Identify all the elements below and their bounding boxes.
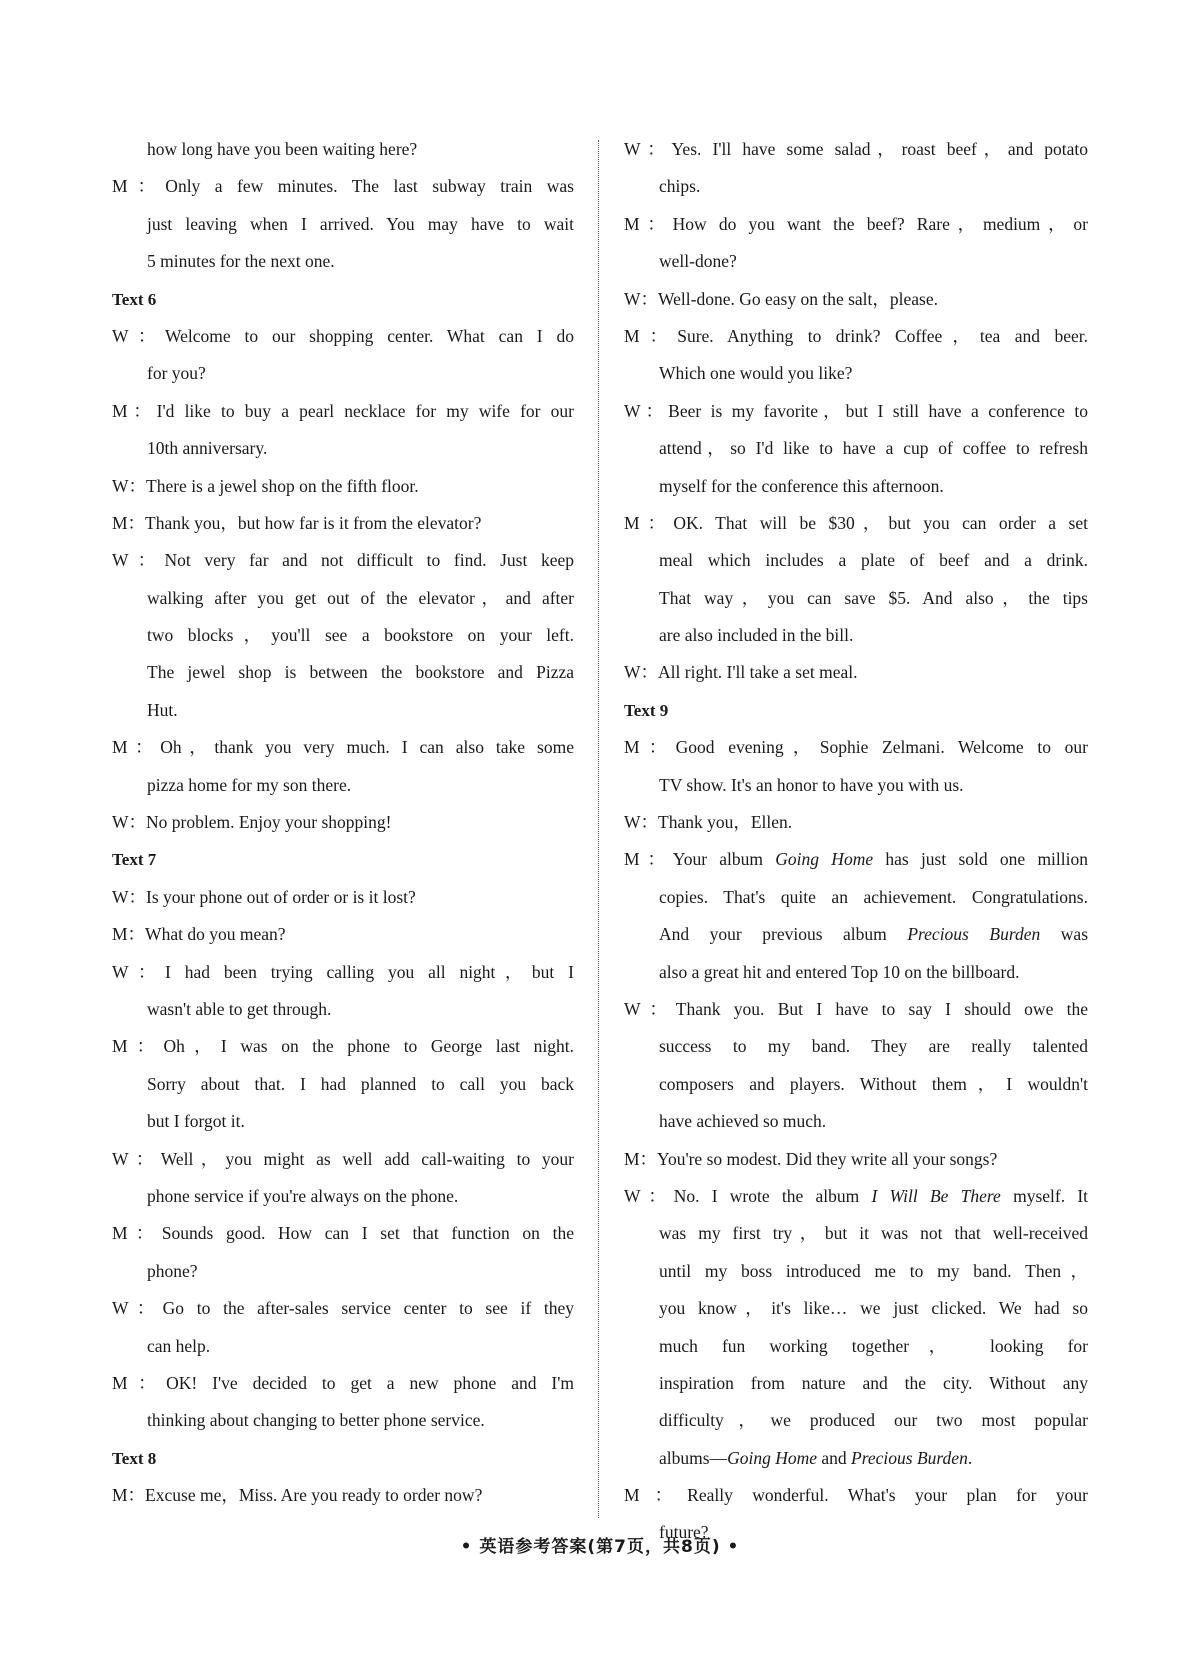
dialogue-line: you know，it's like… we just clicked. We had so bbox=[659, 1298, 1088, 1319]
dialogue-line: have achieved so much. bbox=[659, 1111, 827, 1132]
section-heading: Text 7 bbox=[112, 850, 157, 870]
dialogue-line: chips. bbox=[659, 176, 701, 197]
dialogue-line: W：I had been trying calling you all night，but I bbox=[112, 961, 574, 982]
section-heading: Text 8 bbox=[112, 1448, 157, 1468]
dialogue-line: Hut. bbox=[147, 699, 178, 720]
dialogue-line: M：Only a few minutes. The last subway train was bbox=[112, 176, 574, 197]
dialogue-line: wasn't able to get through. bbox=[147, 998, 332, 1019]
dialogue-line: copies. That's quite an achievement. Congratulations. bbox=[659, 886, 1088, 907]
dialogue-line: Sorry about that. I had planned to call you back bbox=[147, 1073, 574, 1094]
left-text-column bbox=[112, 131, 574, 1514]
section-heading: Text 9 bbox=[624, 700, 669, 720]
dialogue-line: M：Really wonderful. What's your plan for your bbox=[624, 1485, 1088, 1506]
dialogue-line: M：Thank you，but how far is it from the elevator? bbox=[112, 512, 482, 533]
dialogue-line: M：I'd like to buy a pearl necklace for my wife for our bbox=[112, 400, 574, 421]
dialogue-line: M：Excuse me，Miss. Are you ready to order now? bbox=[112, 1485, 483, 1506]
dialogue-line: how long have you been waiting here? bbox=[147, 139, 418, 159]
dialogue-line: That way，you can save $5. And also，the tips bbox=[659, 587, 1088, 608]
dialogue-line: for you? bbox=[147, 363, 206, 384]
dialogue-line: 10th anniversary. bbox=[147, 438, 268, 459]
dialogue-line: M：Good evening，Sophie Zelmani. Welcome to our bbox=[624, 737, 1088, 758]
dialogue-line: TV show. It's an honor to have you with us. bbox=[659, 774, 964, 795]
dialogue-line: W：There is a jewel shop on the fifth floor. bbox=[112, 475, 419, 496]
dialogue-line: Which one would you like? bbox=[659, 363, 853, 384]
dialogue-line: W：Well，you might as well add call-waiting to your bbox=[112, 1148, 574, 1169]
dialogue-line: much fun working together， looking for bbox=[659, 1335, 1088, 1356]
dialogue-line: future? bbox=[659, 1522, 709, 1543]
dialogue-line: M：Oh，I was on the phone to George last night. bbox=[112, 1036, 574, 1057]
dialogue-line: M：What do you mean? bbox=[112, 924, 286, 945]
dialogue-line: W：Thank you，Ellen. bbox=[624, 812, 793, 833]
dialogue-line: walking after you get out of the elevator，and after bbox=[147, 587, 574, 608]
dialogue-line: M：OK! I've decided to get a new phone and I'm bbox=[112, 1372, 574, 1393]
dialogue-line: 5 minutes for the next one. bbox=[147, 251, 335, 272]
dialogue-line: M：Sounds good. How can I set that function on the bbox=[112, 1223, 574, 1244]
dialogue-line: M：Your album Going Home has just sold one million bbox=[624, 849, 1089, 870]
dialogue-line: M：You're so modest. Did they write all your songs? bbox=[624, 1148, 998, 1169]
dialogue-line: W：Beer is my favorite，but I still have a conference to bbox=[624, 400, 1088, 421]
dialogue-line: W：Yes. I'll have some salad，roast beef，and potato bbox=[624, 139, 1088, 159]
column-divider bbox=[598, 140, 599, 1518]
dialogue-line: but I forgot it. bbox=[147, 1111, 245, 1132]
dialogue-line: success to my band. They are really talented bbox=[659, 1036, 1088, 1057]
right-text-column bbox=[624, 131, 1088, 1552]
page-footer: • 英语参考答案(第7页，共8页) • bbox=[460, 1537, 740, 1557]
dialogue-line: W：Is your phone out of order or is it lost? bbox=[112, 886, 416, 907]
dialogue-line: albums—Going Home and Precious Burden. bbox=[659, 1447, 973, 1468]
dialogue-line: well-done? bbox=[659, 251, 737, 272]
dialogue-line: M：OK. That will be $30，but you can order a set bbox=[624, 512, 1088, 533]
dialogue-line: W：Thank you. But I have to say I should owe the bbox=[624, 998, 1088, 1019]
dialogue-line: can help. bbox=[147, 1335, 211, 1356]
dialogue-line: phone service if you're always on the phone. bbox=[147, 1185, 459, 1206]
dialogue-line: M：How do you want the beef? Rare，medium，or bbox=[624, 213, 1088, 234]
dialogue-line: W：All right. I'll take a set meal. bbox=[624, 662, 858, 683]
dialogue-line: composers and players. Without them，I wouldn't bbox=[659, 1073, 1088, 1094]
section-heading: Text 6 bbox=[112, 289, 157, 309]
dialogue-line: thinking about changing to better phone service. bbox=[147, 1410, 485, 1431]
dialogue-line: W：No. I wrote the album I Will Be There myself. It bbox=[624, 1185, 1089, 1206]
dialogue-line: meal which includes a plate of beef and a drink. bbox=[659, 550, 1088, 571]
dialogue-line: also a great hit and entered Top 10 on the billboard. bbox=[659, 961, 1020, 982]
dialogue-line: was my first try，but it was not that well-received bbox=[659, 1223, 1088, 1244]
dialogue-line: attend，so I'd like to have a cup of coffee to refresh bbox=[659, 438, 1088, 459]
dialogue-line: myself for the conference this afternoon. bbox=[659, 475, 944, 496]
dialogue-line: And your previous album Precious Burden was bbox=[659, 924, 1088, 945]
dialogue-line: M：Oh，thank you very much. I can also take some bbox=[112, 737, 574, 758]
dialogue-line: difficulty，we produced our two most popular bbox=[659, 1410, 1088, 1431]
dialogue-line: W：Go to the after-sales service center to see if they bbox=[112, 1298, 574, 1319]
dialogue-line: inspiration from nature and the city. Without any bbox=[659, 1372, 1088, 1393]
dialogue-line: pizza home for my son there. bbox=[147, 774, 352, 795]
dialogue-line: are also included in the bill. bbox=[659, 625, 854, 646]
dialogue-line: M：Sure. Anything to drink? Coffee，tea and beer. bbox=[624, 325, 1088, 346]
dialogue-line: W：No problem. Enjoy your shopping! bbox=[112, 812, 392, 833]
dialogue-line: W：Welcome to our shopping center. What can I do bbox=[112, 325, 574, 346]
dialogue-line: The jewel shop is between the bookstore and Pizza bbox=[147, 662, 574, 683]
dialogue-line: two blocks，you'll see a bookstore on your left. bbox=[147, 625, 574, 646]
dialogue-line: W：Well-done. Go easy on the salt，please. bbox=[624, 288, 938, 309]
dialogue-line: phone? bbox=[147, 1260, 198, 1281]
dialogue-line: W：Not very far and not difficult to find. Just keep bbox=[112, 550, 574, 571]
dialogue-line: until my boss introduced me to my band. Then， bbox=[659, 1260, 1088, 1281]
dialogue-line: just leaving when I arrived. You may have to wait bbox=[147, 213, 574, 234]
